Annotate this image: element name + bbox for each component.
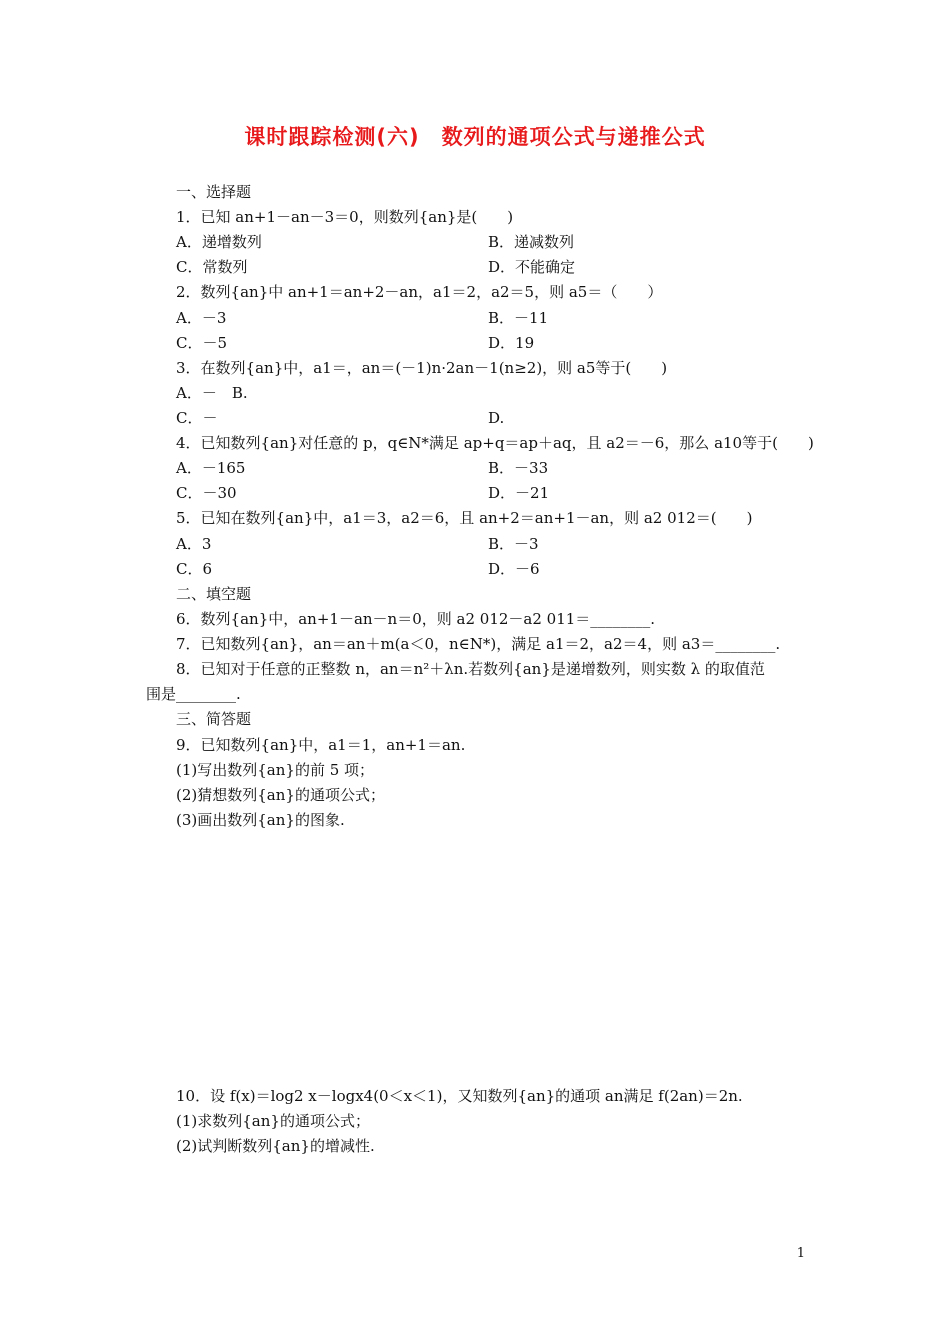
q1-stem: 1．已知 an+1－an－3＝0，则数列{an}是( ) <box>176 208 514 226</box>
q1-option-a: A．递增数列 <box>176 233 262 251</box>
q1-option-b: B．递减数列 <box>488 233 575 251</box>
section-choice: 一、选择题 <box>176 183 252 201</box>
q9-part3: (3)画出数列{an}的图象. <box>176 811 345 829</box>
q4-stem: 4．已知数列{an}对任意的 p，q∈N*满足 ap+q＝ap＋aq，且 a2＝－6，那么 a10等于( ) <box>176 434 814 452</box>
q4-option-d: D．－21 <box>488 484 550 502</box>
q1-option-d: D．不能确定 <box>488 258 576 276</box>
q8-stem-line1: 8．已知对于任意的正整数 n，an＝n²＋λn.若数列{an}是递增数列，则实数 λ 的取值范 <box>176 660 765 678</box>
q2-option-c: C．－5 <box>176 334 228 352</box>
q2-option-a: A．－3 <box>176 309 227 327</box>
q3-option-ab: A．－ B. <box>176 384 248 402</box>
q5-option-c: C．6 <box>176 560 213 578</box>
q8-stem-line2: 围是________. <box>146 685 241 703</box>
q9-stem: 9．已知数列{an}中，a1＝1，an+1＝an. <box>176 736 466 754</box>
q1-option-c: C．常数列 <box>176 258 248 276</box>
q3-stem: 3．在数列{an}中，a1＝，an＝(－1)n·2an－1(n≥2)，则 a5等于( ) <box>176 359 668 377</box>
q5-option-d: D．－6 <box>488 560 540 578</box>
q5-option-b: B．－3 <box>488 535 539 553</box>
q4-option-b: B．－33 <box>488 459 549 477</box>
q10-stem: 10．设 f(x)＝log2 x－logx4(0＜x＜1)，又知数列{an}的通项 an满足 f(2an)＝2n. <box>176 1087 743 1105</box>
q7-stem: 7．已知数列{an}，an＝an＋m(a＜0，n∈N*)，满足 a1＝2，a2＝4，则 a3＝________. <box>176 635 781 653</box>
section-fill-blank: 二、填空题 <box>176 585 252 603</box>
q3-option-c: C．－ <box>176 409 218 427</box>
q2-option-b: B．－11 <box>488 309 549 327</box>
q6-stem: 6．数列{an}中，an+1－an－n＝0，则 a2 012－a2 011＝________. <box>176 610 656 628</box>
q10-part2: (2)试判断数列{an}的增减性. <box>176 1137 375 1155</box>
page-number: 1 <box>796 1246 805 1261</box>
q4-option-c: C．－30 <box>176 484 237 502</box>
q9-part2: (2)猜想数列{an}的通项公式； <box>176 786 385 804</box>
q9-part1: (1)写出数列{an}的前 5 项； <box>176 761 375 779</box>
q5-option-a: A．3 <box>176 535 212 553</box>
q4-option-a: A．－165 <box>176 459 246 477</box>
section-short-answer: 三、简答题 <box>176 710 252 728</box>
q5-stem: 5．已知在数列{an}中，a1＝3，a2＝6，且 an+2＝an+1－an，则 a2 012＝( ) <box>176 509 753 527</box>
q2-option-d: D．19 <box>488 334 535 352</box>
q2-stem: 2．数列{an}中 an+1＝an+2－an，a1＝2，a2＝5，则 a5＝（ ） <box>176 283 663 301</box>
q3-option-d: D. <box>488 409 505 427</box>
q10-part1: (1)求数列{an}的通项公式； <box>176 1112 370 1130</box>
page-title: 课时跟踪检测(六) 数列的通项公式与递推公式 <box>244 125 706 149</box>
